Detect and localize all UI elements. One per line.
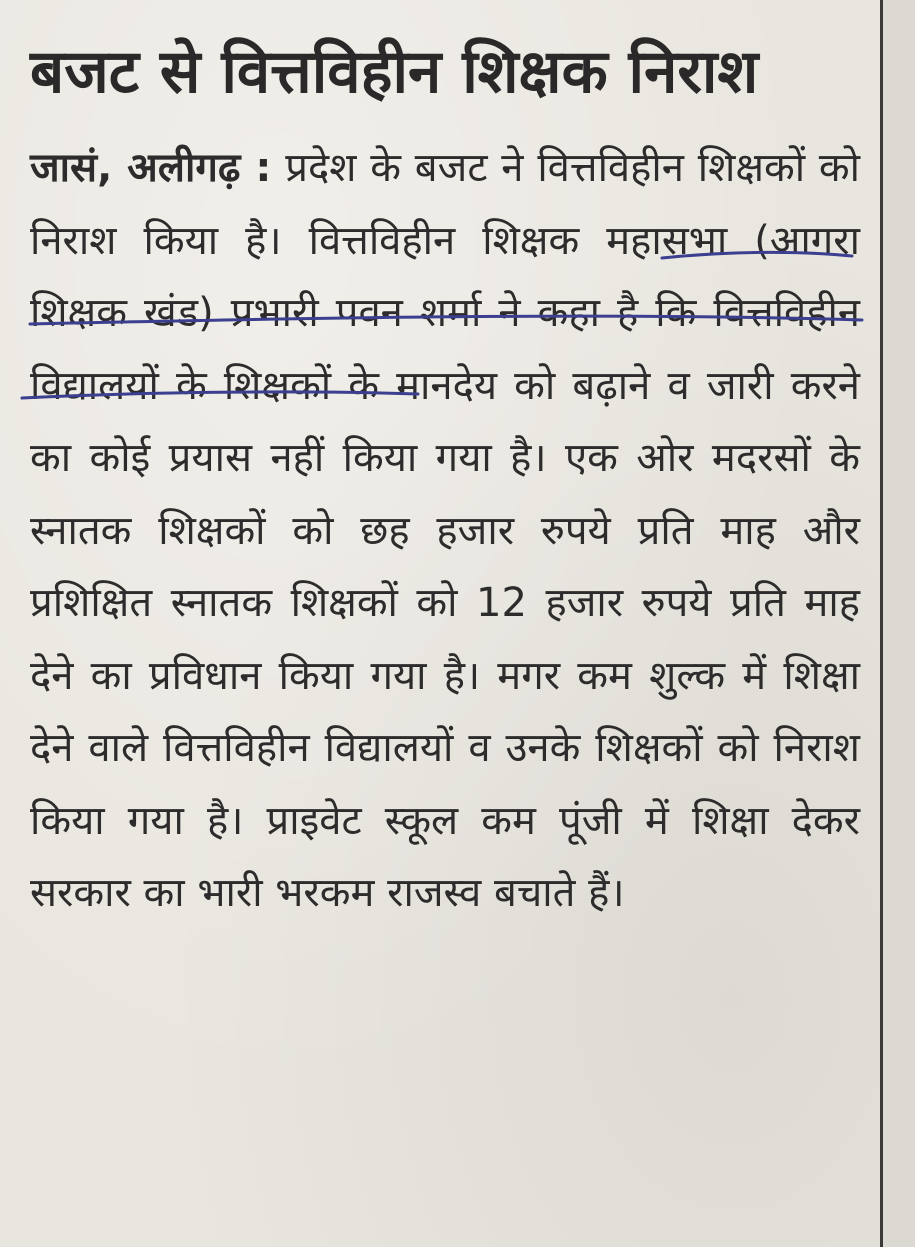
body-rest: कहा है कि वित्तविहीन विद्यालयों के शिक्षकों के मानदेय को बढ़ाने व जारी करने का कोई प्रयास नहीं किया गया है। एक ओर मदरसों के स्नातक शिक्षकों को छह हजार रुपये प्रति माह और प्रशिक्षित स्नातक शिक्षकों को 12 हजार रुपये प्रति माह देने का प्रविधान किया गया है। मगर कम शुल्क में शिक्षा देने वाले वित्तविहीन विद्यालयों व उनके शिक्षकों को निराश किया गया है। प्राइवेट स्कूल कम पूंजी में शिक्षा देकर सरकार का भारी भरकम राजस्व बचाते हैं। bbox=[30, 290, 861, 916]
article-body bbox=[30, 132, 860, 930]
article-dateline: जासं, अलीगढ़ : bbox=[30, 145, 272, 191]
article-headline: बजट से वित्तविहीन शिक्षक निराश bbox=[30, 37, 759, 107]
adjacent-column-edge bbox=[883, 0, 915, 1247]
body-intro: प्रदेश के बजट ने वित्तविहीन शिक्षकों को निराश किया है। bbox=[30, 145, 861, 264]
news-article bbox=[30, 30, 860, 930]
body-underlined-phrase: वित्तविहीन शिक्षक महासभा (आगरा शिक्षक खंड) प्रभारी पवन शर्मा ने bbox=[30, 217, 860, 336]
